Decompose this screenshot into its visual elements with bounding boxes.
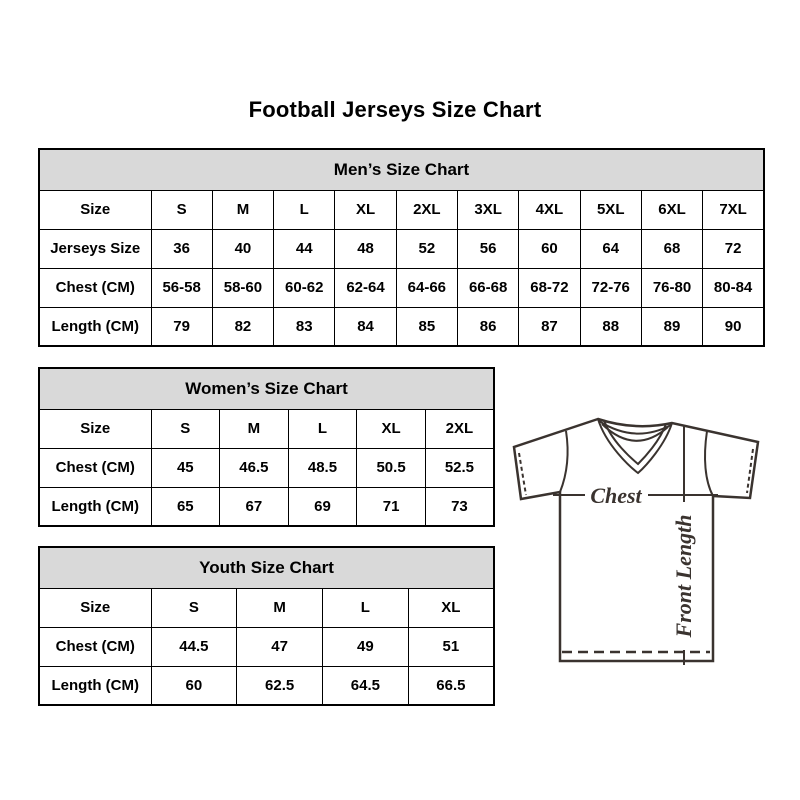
size-value-cell: 90	[703, 307, 764, 346]
front-length-label: Front Length	[671, 514, 696, 638]
table-title: Youth Size Chart	[39, 547, 494, 588]
size-value-cell: 83	[274, 307, 335, 346]
size-value-cell: 48	[335, 229, 396, 268]
size-value-cell: 67	[220, 487, 289, 526]
row-label: Chest (CM)	[39, 268, 151, 307]
size-value-cell: 89	[641, 307, 702, 346]
table-title: Men’s Size Chart	[39, 149, 764, 190]
size-column-header: L	[288, 409, 357, 448]
size-column-header: 2XL	[396, 190, 457, 229]
size-value-cell: 76-80	[641, 268, 702, 307]
size-value-cell: 86	[457, 307, 518, 346]
size-value-cell: 87	[519, 307, 580, 346]
size-column-header: S	[151, 588, 237, 627]
size-column-header: L	[323, 588, 409, 627]
size-value-cell: 51	[408, 627, 494, 666]
page-title: Football Jerseys Size Chart	[248, 97, 542, 122]
row-label: Chest (CM)	[39, 448, 151, 487]
column-label: Size	[39, 190, 151, 229]
size-column-header: S	[151, 190, 212, 229]
size-value-cell: 48.5	[288, 448, 357, 487]
size-value-cell: 50.5	[357, 448, 426, 487]
size-value-cell: 88	[580, 307, 641, 346]
size-value-cell: 82	[212, 307, 273, 346]
size-value-cell: 44	[274, 229, 335, 268]
column-label: Size	[39, 409, 151, 448]
size-column-header: M	[237, 588, 323, 627]
size-value-cell: 68-72	[519, 268, 580, 307]
column-label: Size	[39, 588, 151, 627]
size-value-cell: 46.5	[220, 448, 289, 487]
youth-size-table	[38, 546, 495, 706]
table-title: Women’s Size Chart	[39, 368, 494, 409]
size-value-cell: 60	[151, 666, 237, 705]
size-value-cell: 85	[396, 307, 457, 346]
size-column-header: 4XL	[519, 190, 580, 229]
size-value-cell: 44.5	[151, 627, 237, 666]
size-value-cell: 69	[288, 487, 357, 526]
size-value-cell: 80-84	[703, 268, 764, 307]
size-value-cell: 62-64	[335, 268, 396, 307]
size-column-header: 3XL	[457, 190, 518, 229]
row-label: Jerseys Size	[39, 229, 151, 268]
jersey-measurement-diagram	[503, 403, 773, 671]
size-value-cell: 84	[335, 307, 396, 346]
size-column-header: 5XL	[580, 190, 641, 229]
womens-size-table	[38, 367, 495, 527]
size-value-cell: 64-66	[396, 268, 457, 307]
size-value-cell: 64	[580, 229, 641, 268]
size-column-header: L	[274, 190, 335, 229]
chest-label: Chest	[590, 483, 642, 508]
size-value-cell: 72-76	[580, 268, 641, 307]
size-column-header: S	[151, 409, 220, 448]
size-column-header: 7XL	[703, 190, 764, 229]
size-value-cell: 71	[357, 487, 426, 526]
row-label: Chest (CM)	[39, 627, 151, 666]
size-value-cell: 36	[151, 229, 212, 268]
size-value-cell: 68	[641, 229, 702, 268]
size-column-header: M	[220, 409, 289, 448]
row-label: Length (CM)	[39, 487, 151, 526]
mens-size-table	[38, 148, 765, 347]
size-column-header: XL	[335, 190, 396, 229]
size-value-cell: 40	[212, 229, 273, 268]
size-column-header: 2XL	[425, 409, 494, 448]
size-value-cell: 66.5	[408, 666, 494, 705]
size-column-header: 6XL	[641, 190, 702, 229]
row-label: Length (CM)	[39, 307, 151, 346]
size-value-cell: 60	[519, 229, 580, 268]
size-value-cell: 62.5	[237, 666, 323, 705]
size-value-cell: 45	[151, 448, 220, 487]
size-value-cell: 52.5	[425, 448, 494, 487]
size-value-cell: 72	[703, 229, 764, 268]
size-value-cell: 79	[151, 307, 212, 346]
size-value-cell: 65	[151, 487, 220, 526]
size-column-header: XL	[357, 409, 426, 448]
size-value-cell: 73	[425, 487, 494, 526]
size-value-cell: 56-58	[151, 268, 212, 307]
size-value-cell: 52	[396, 229, 457, 268]
size-value-cell: 56	[457, 229, 518, 268]
jersey-outline	[514, 419, 758, 661]
size-value-cell: 66-68	[457, 268, 518, 307]
row-label: Length (CM)	[39, 666, 151, 705]
size-column-header: M	[212, 190, 273, 229]
size-value-cell: 60-62	[274, 268, 335, 307]
size-column-header: XL	[408, 588, 494, 627]
size-value-cell: 58-60	[212, 268, 273, 307]
size-value-cell: 47	[237, 627, 323, 666]
size-value-cell: 64.5	[323, 666, 409, 705]
size-value-cell: 49	[323, 627, 409, 666]
